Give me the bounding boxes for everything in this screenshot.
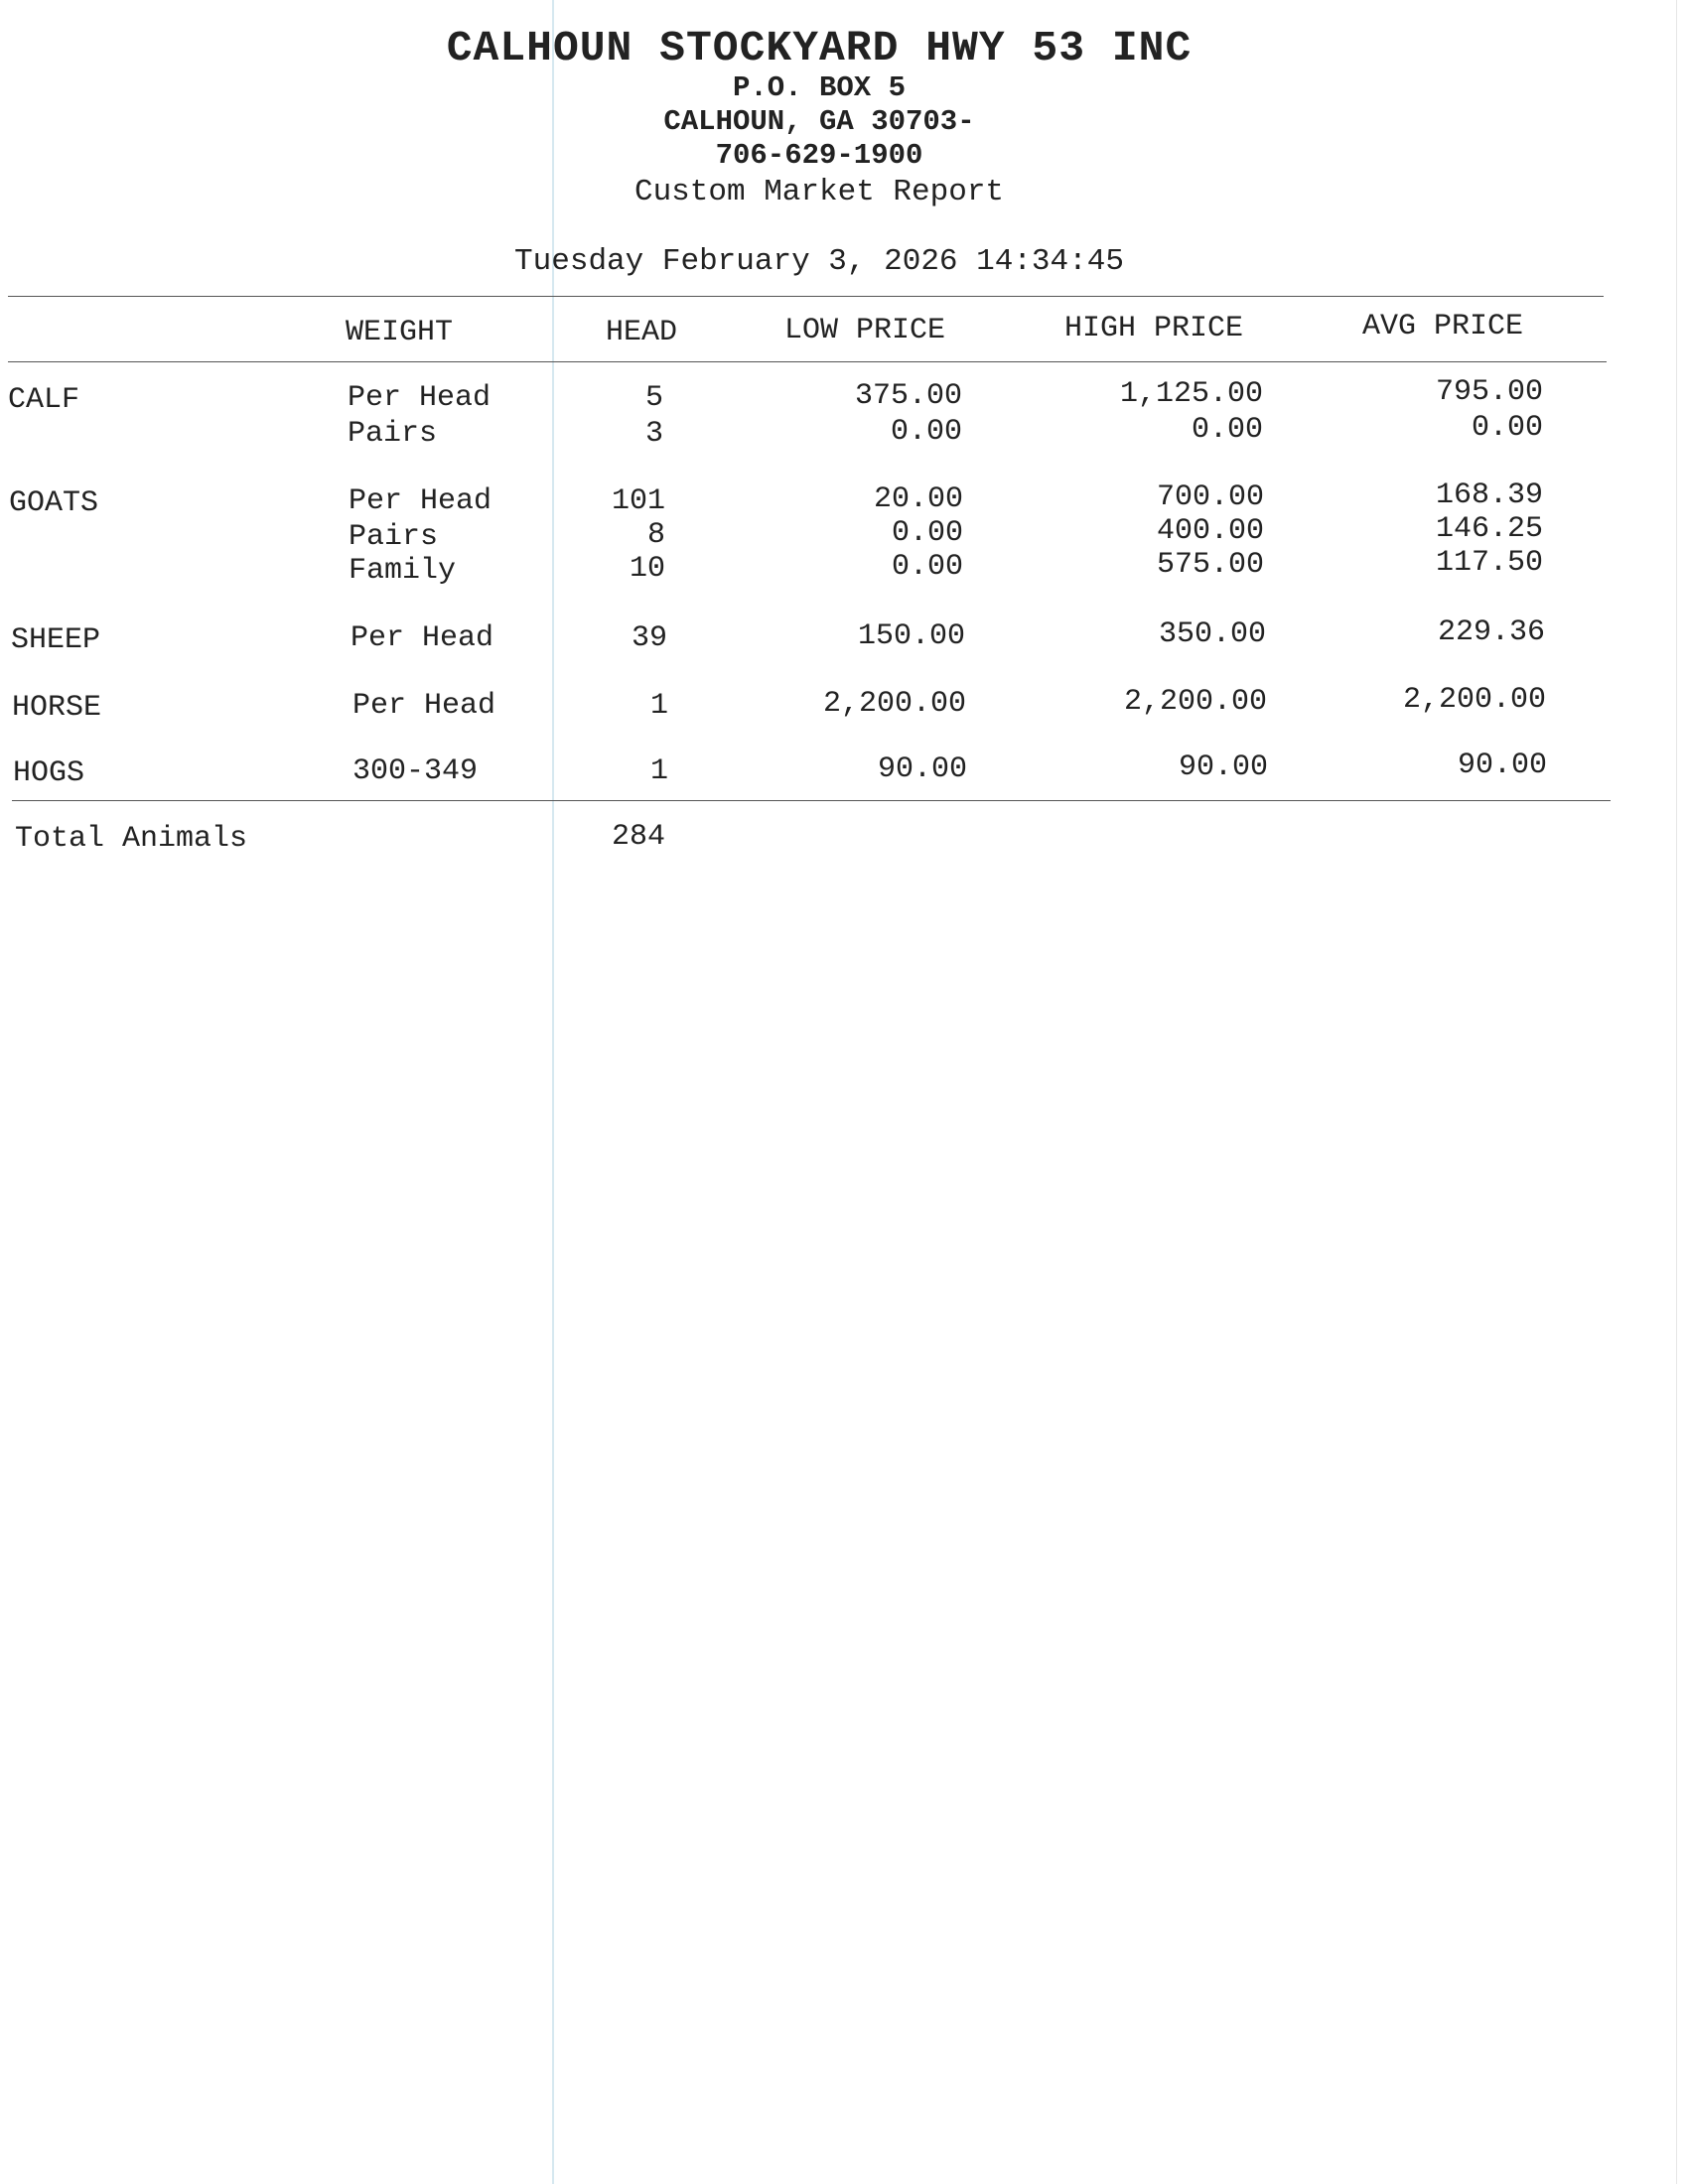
- row-low-price: 0.00: [891, 550, 963, 584]
- row-low-price: 20.00: [873, 482, 963, 516]
- column-header-high-price: HIGH PRICE: [1064, 312, 1244, 345]
- column-header-weight: WEIGHT: [346, 316, 454, 349]
- row-high-price: 575.00: [1156, 548, 1264, 582]
- row-high-price: 2,200.00: [1123, 685, 1267, 719]
- row-avg-price: 795.00: [1435, 375, 1543, 409]
- report-datetime: Tuesday February 3, 2026 14:34:45: [514, 244, 1124, 279]
- table-top-rule: [8, 296, 1604, 297]
- row-avg-price: 229.36: [1437, 615, 1545, 649]
- row-head: 8: [646, 518, 665, 552]
- row-avg-price: 2,200.00: [1402, 683, 1546, 717]
- row-low-price: 0.00: [890, 415, 962, 449]
- row-category: SHEEP: [11, 623, 101, 657]
- row-low-price: 0.00: [891, 516, 963, 550]
- row-avg-price: 90.00: [1457, 749, 1547, 782]
- row-head: 1: [649, 689, 668, 723]
- table-bottom-rule: [12, 800, 1611, 801]
- po-box: P.O. BOX 5: [732, 71, 907, 104]
- row-head: 101: [611, 484, 665, 518]
- row-head: 5: [644, 381, 663, 415]
- row-head: 39: [631, 621, 667, 655]
- row-high-price: 700.00: [1156, 480, 1264, 514]
- column-header-avg-price: AVG PRICE: [1362, 310, 1524, 343]
- row-weight: Family: [349, 554, 457, 588]
- page-edge-line: [1676, 0, 1677, 2184]
- row-weight: Pairs: [348, 417, 438, 451]
- row-high-price: 400.00: [1156, 514, 1264, 548]
- row-weight: Per Head: [351, 621, 494, 655]
- column-header-head: HEAD: [606, 316, 678, 349]
- column-header-low-price: LOW PRICE: [784, 314, 946, 347]
- row-category: HORSE: [12, 691, 102, 725]
- city-address: CALHOUN, GA 30703-: [663, 105, 975, 138]
- row-high-price: 1,125.00: [1119, 377, 1263, 411]
- row-head: 1: [649, 754, 668, 788]
- row-avg-price: 146.25: [1435, 512, 1543, 546]
- row-head: 10: [629, 552, 665, 586]
- row-category: HOGS: [13, 756, 85, 790]
- scan-artifact-line: [552, 0, 554, 2184]
- row-high-price: 90.00: [1178, 751, 1268, 784]
- row-weight: Per Head: [349, 484, 492, 518]
- row-avg-price: 117.50: [1435, 546, 1543, 580]
- row-low-price: 375.00: [854, 379, 962, 413]
- row-low-price: 2,200.00: [822, 687, 966, 721]
- total-animals-count: 284: [612, 820, 666, 854]
- header-bottom-rule: [8, 361, 1607, 362]
- row-head: 3: [644, 417, 663, 451]
- row-avg-price: 0.00: [1471, 411, 1543, 445]
- row-low-price: 150.00: [857, 619, 965, 653]
- row-high-price: 350.00: [1158, 617, 1266, 651]
- row-weight: 300-349: [352, 754, 479, 788]
- total-animals-label: Total Animals: [15, 822, 248, 856]
- row-weight: Pairs: [349, 520, 439, 554]
- row-weight: Per Head: [352, 689, 496, 723]
- row-high-price: 0.00: [1191, 413, 1263, 447]
- row-weight: Per Head: [348, 381, 492, 415]
- report-title: Custom Market Report: [633, 175, 1005, 209]
- phone-number: 706-629-1900: [715, 139, 923, 172]
- company-name: CALHOUN STOCKYARD HWY 53 INC: [446, 24, 1193, 72]
- row-category: CALF: [8, 383, 80, 417]
- row-avg-price: 168.39: [1435, 478, 1543, 512]
- row-category: GOATS: [9, 486, 99, 520]
- row-low-price: 90.00: [877, 752, 967, 786]
